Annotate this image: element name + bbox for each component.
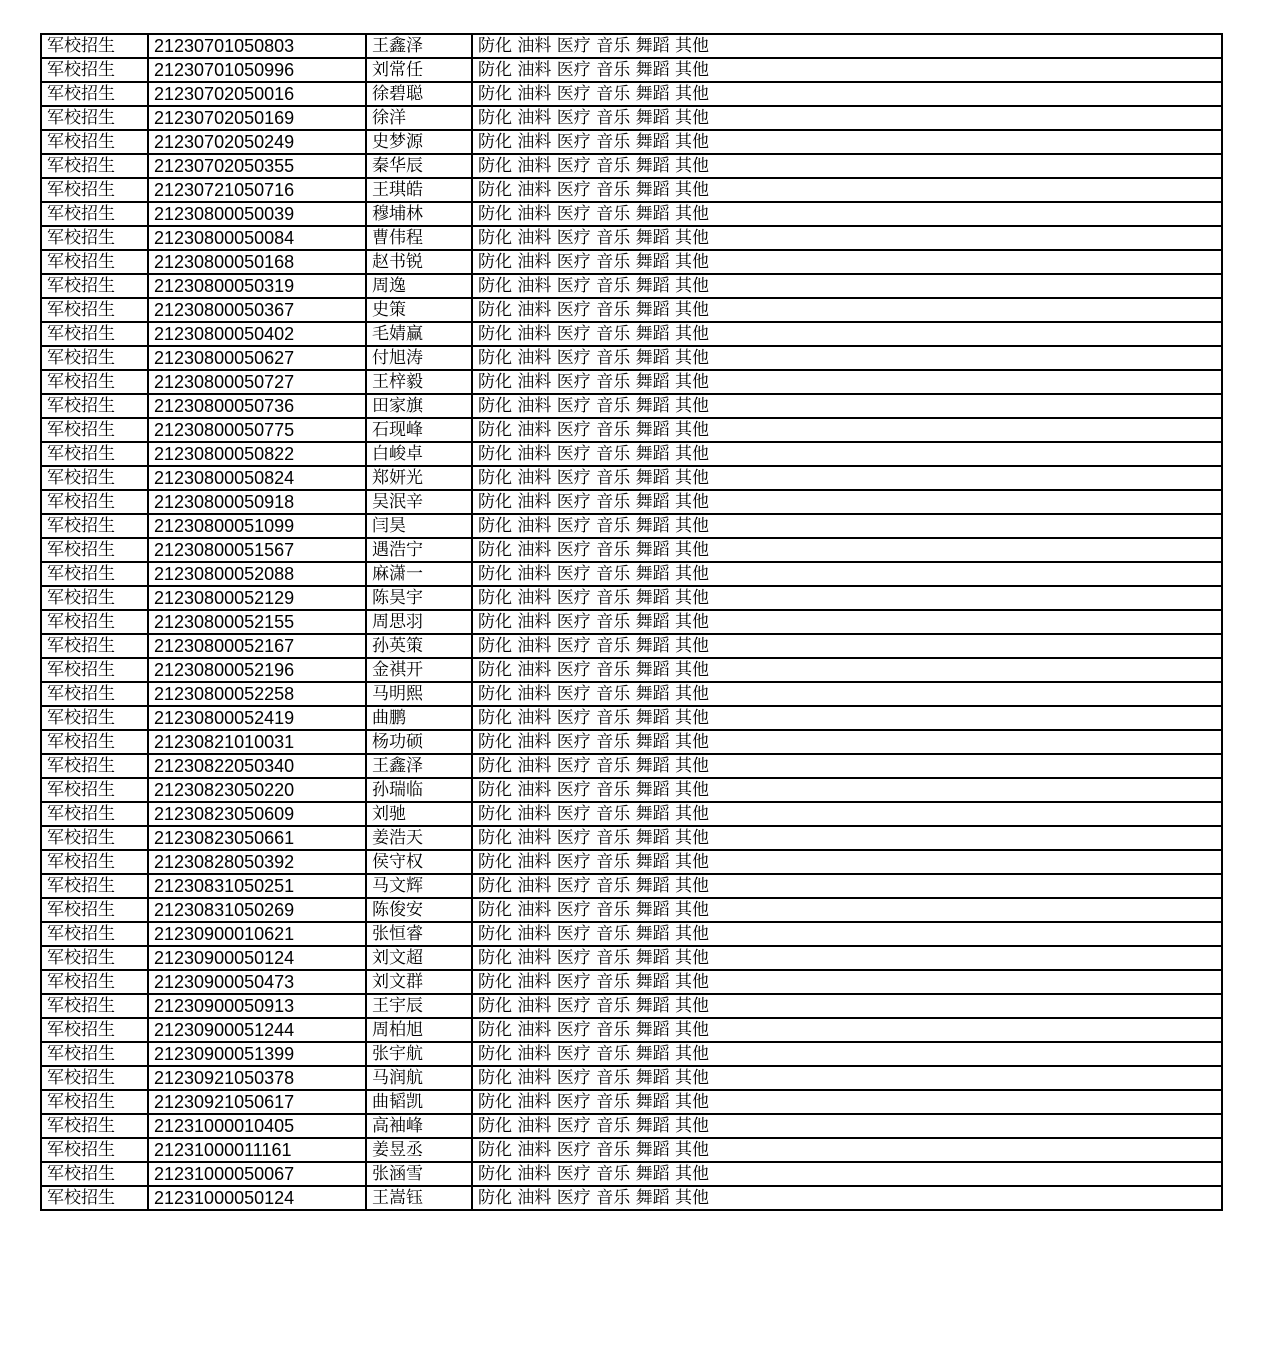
table-row: [41, 370, 1222, 394]
table-row: [41, 730, 1222, 754]
exam-id-cell: 21230900051244: [148, 1018, 366, 1042]
exam-id-cell: 21230800051099: [148, 514, 366, 538]
exclusion-notes-cell: 防化 油料 医疗 音乐 舞蹈 其他: [472, 370, 1222, 394]
table-row: [41, 754, 1222, 778]
exam-id-cell: 21230900050124: [148, 946, 366, 970]
student-name-cell: 穆埔林: [366, 202, 472, 226]
table-row: [41, 394, 1222, 418]
category-cell: 军校招生: [41, 226, 148, 250]
student-name-cell: 刘驰: [366, 802, 472, 826]
student-name-cell: 王鑫泽: [366, 754, 472, 778]
exam-id-cell: 21230800052088: [148, 562, 366, 586]
exclusion-notes-cell: 防化 油料 医疗 音乐 舞蹈 其他: [472, 802, 1222, 826]
table-row: [41, 82, 1222, 106]
category-cell: 军校招生: [41, 730, 148, 754]
table-row: [41, 922, 1222, 946]
table-row: [41, 226, 1222, 250]
student-name-cell: 马明熙: [366, 682, 472, 706]
student-name-cell: 刘常任: [366, 58, 472, 82]
table-row: [41, 202, 1222, 226]
exclusion-notes-cell: 防化 油料 医疗 音乐 舞蹈 其他: [472, 826, 1222, 850]
exam-id-cell: 21230800052155: [148, 610, 366, 634]
exclusion-notes-cell: 防化 油料 医疗 音乐 舞蹈 其他: [472, 562, 1222, 586]
student-name-cell: 张恒睿: [366, 922, 472, 946]
exam-id-cell: 21231000050067: [148, 1162, 366, 1186]
exam-id-cell: 21230900010621: [148, 922, 366, 946]
student-name-cell: 马文辉: [366, 874, 472, 898]
table-row: [41, 298, 1222, 322]
category-cell: 军校招生: [41, 1114, 148, 1138]
category-cell: 军校招生: [41, 490, 148, 514]
category-cell: 军校招生: [41, 322, 148, 346]
exam-id-cell: 21230702050355: [148, 154, 366, 178]
table-row: [41, 1018, 1222, 1042]
table-row: [41, 130, 1222, 154]
exclusion-notes-cell: 防化 油料 医疗 音乐 舞蹈 其他: [472, 130, 1222, 154]
exam-id-cell: 21230702050016: [148, 82, 366, 106]
table-row: [41, 778, 1222, 802]
category-cell: 军校招生: [41, 466, 148, 490]
table-row: [41, 442, 1222, 466]
exclusion-notes-cell: 防化 油料 医疗 音乐 舞蹈 其他: [472, 1042, 1222, 1066]
category-cell: 军校招生: [41, 82, 148, 106]
exclusion-notes-cell: 防化 油料 医疗 音乐 舞蹈 其他: [472, 682, 1222, 706]
exclusion-notes-cell: 防化 油料 医疗 音乐 舞蹈 其他: [472, 490, 1222, 514]
category-cell: 军校招生: [41, 34, 148, 58]
table-row: [41, 1042, 1222, 1066]
exclusion-notes-cell: 防化 油料 医疗 音乐 舞蹈 其他: [472, 754, 1222, 778]
table-row: [41, 898, 1222, 922]
student-name-cell: 徐洋: [366, 106, 472, 130]
student-name-cell: 麻潇一: [366, 562, 472, 586]
exclusion-notes-cell: 防化 油料 医疗 音乐 舞蹈 其他: [472, 250, 1222, 274]
exclusion-notes-cell: 防化 油料 医疗 音乐 舞蹈 其他: [472, 706, 1222, 730]
category-cell: 军校招生: [41, 706, 148, 730]
table-row: [41, 466, 1222, 490]
student-name-cell: 曲韬凯: [366, 1090, 472, 1114]
student-name-cell: 王鑫泽: [366, 34, 472, 58]
exclusion-notes-cell: 防化 油料 医疗 音乐 舞蹈 其他: [472, 778, 1222, 802]
category-cell: 军校招生: [41, 946, 148, 970]
exam-id-cell: 21230702050249: [148, 130, 366, 154]
student-name-cell: 王宇辰: [366, 994, 472, 1018]
student-name-cell: 郑妍光: [366, 466, 472, 490]
category-cell: 军校招生: [41, 130, 148, 154]
category-cell: 军校招生: [41, 1066, 148, 1090]
student-name-cell: 杨功硕: [366, 730, 472, 754]
exam-id-cell: 21230800050367: [148, 298, 366, 322]
category-cell: 军校招生: [41, 850, 148, 874]
exam-id-cell: 21230800050039: [148, 202, 366, 226]
exclusion-notes-cell: 防化 油料 医疗 音乐 舞蹈 其他: [472, 34, 1222, 58]
exclusion-notes-cell: 防化 油料 医疗 音乐 舞蹈 其他: [472, 970, 1222, 994]
exam-id-cell: 21230800052419: [148, 706, 366, 730]
student-name-cell: 姜昱丞: [366, 1138, 472, 1162]
exclusion-notes-cell: 防化 油料 医疗 音乐 舞蹈 其他: [472, 730, 1222, 754]
exam-id-cell: 21230900051399: [148, 1042, 366, 1066]
category-cell: 军校招生: [41, 1018, 148, 1042]
category-cell: 军校招生: [41, 610, 148, 634]
student-name-cell: 遇浩宁: [366, 538, 472, 562]
exam-id-cell: 21230701050996: [148, 58, 366, 82]
exclusion-notes-cell: 防化 油料 医疗 音乐 舞蹈 其他: [472, 274, 1222, 298]
exclusion-notes-cell: 防化 油料 医疗 音乐 舞蹈 其他: [472, 154, 1222, 178]
student-name-cell: 孙英策: [366, 634, 472, 658]
exclusion-notes-cell: 防化 油料 医疗 音乐 舞蹈 其他: [472, 82, 1222, 106]
table-row: [41, 346, 1222, 370]
student-name-cell: 吴泯辛: [366, 490, 472, 514]
category-cell: 军校招生: [41, 1138, 148, 1162]
exclusion-notes-cell: 防化 油料 医疗 音乐 舞蹈 其他: [472, 1090, 1222, 1114]
table-row: [41, 418, 1222, 442]
category-cell: 军校招生: [41, 682, 148, 706]
category-cell: 军校招生: [41, 826, 148, 850]
exclusion-notes-cell: 防化 油料 医疗 音乐 舞蹈 其他: [472, 538, 1222, 562]
table-row: [41, 802, 1222, 826]
exclusion-notes-cell: 防化 油料 医疗 音乐 舞蹈 其他: [472, 610, 1222, 634]
exam-id-cell: 21231000010405: [148, 1114, 366, 1138]
exclusion-notes-cell: 防化 油料 医疗 音乐 舞蹈 其他: [472, 298, 1222, 322]
exclusion-notes-cell: 防化 油料 医疗 音乐 舞蹈 其他: [472, 442, 1222, 466]
student-name-cell: 侯守权: [366, 850, 472, 874]
exam-id-cell: 21230900050473: [148, 970, 366, 994]
exclusion-notes-cell: 防化 油料 医疗 音乐 舞蹈 其他: [472, 922, 1222, 946]
exclusion-notes-cell: 防化 油料 医疗 音乐 舞蹈 其他: [472, 586, 1222, 610]
student-name-cell: 陈俊安: [366, 898, 472, 922]
exam-id-cell: 21230800050319: [148, 274, 366, 298]
table-row: [41, 1138, 1222, 1162]
exclusion-notes-cell: 防化 油料 医疗 音乐 舞蹈 其他: [472, 202, 1222, 226]
table-row: [41, 154, 1222, 178]
exam-id-cell: 21230800050736: [148, 394, 366, 418]
exclusion-notes-cell: 防化 油料 医疗 音乐 舞蹈 其他: [472, 178, 1222, 202]
exam-id-cell: 21230831050269: [148, 898, 366, 922]
category-cell: 军校招生: [41, 778, 148, 802]
student-name-cell: 周柏旭: [366, 1018, 472, 1042]
exclusion-notes-cell: 防化 油料 医疗 音乐 舞蹈 其他: [472, 466, 1222, 490]
exam-id-cell: 21230800050824: [148, 466, 366, 490]
student-name-cell: 王琪皓: [366, 178, 472, 202]
student-name-cell: 马润航: [366, 1066, 472, 1090]
student-name-cell: 金祺开: [366, 658, 472, 682]
student-name-cell: 刘文超: [366, 946, 472, 970]
table-row: [41, 34, 1222, 58]
category-cell: 军校招生: [41, 874, 148, 898]
table-row: [41, 106, 1222, 130]
table-row: [41, 658, 1222, 682]
category-cell: 军校招生: [41, 154, 148, 178]
category-cell: 军校招生: [41, 1186, 148, 1210]
category-cell: 军校招生: [41, 754, 148, 778]
exam-id-cell: 21230823050609: [148, 802, 366, 826]
exam-id-cell: 21230800052258: [148, 682, 366, 706]
exam-id-cell: 21230831050251: [148, 874, 366, 898]
category-cell: 军校招生: [41, 994, 148, 1018]
student-name-cell: 付旭涛: [366, 346, 472, 370]
exam-id-cell: 21230800052167: [148, 634, 366, 658]
exclusion-notes-cell: 防化 油料 医疗 音乐 舞蹈 其他: [472, 1114, 1222, 1138]
student-name-cell: 姜浩天: [366, 826, 472, 850]
category-cell: 军校招生: [41, 394, 148, 418]
exam-id-cell: 21230800050822: [148, 442, 366, 466]
student-name-cell: 张涵雪: [366, 1162, 472, 1186]
exam-id-cell: 21230822050340: [148, 754, 366, 778]
category-cell: 军校招生: [41, 514, 148, 538]
student-name-cell: 白峻卓: [366, 442, 472, 466]
roster-table: [40, 33, 1223, 1211]
table-row: [41, 610, 1222, 634]
category-cell: 军校招生: [41, 634, 148, 658]
exclusion-notes-cell: 防化 油料 医疗 音乐 舞蹈 其他: [472, 1018, 1222, 1042]
exclusion-notes-cell: 防化 油料 医疗 音乐 舞蹈 其他: [472, 58, 1222, 82]
student-name-cell: 徐碧聪: [366, 82, 472, 106]
table-row: [41, 250, 1222, 274]
exam-id-cell: 21230800051567: [148, 538, 366, 562]
category-cell: 军校招生: [41, 298, 148, 322]
table-row: [41, 538, 1222, 562]
exam-id-cell: 21231000050124: [148, 1186, 366, 1210]
exam-id-cell: 21230800050727: [148, 370, 366, 394]
table-row: [41, 514, 1222, 538]
exclusion-notes-cell: 防化 油料 医疗 音乐 舞蹈 其他: [472, 898, 1222, 922]
student-name-cell: 闫昊: [366, 514, 472, 538]
student-name-cell: 田家旗: [366, 394, 472, 418]
exclusion-notes-cell: 防化 油料 医疗 音乐 舞蹈 其他: [472, 658, 1222, 682]
exam-id-cell: 21230821010031: [148, 730, 366, 754]
category-cell: 军校招生: [41, 58, 148, 82]
category-cell: 军校招生: [41, 178, 148, 202]
student-name-cell: 王嵩钰: [366, 1186, 472, 1210]
table-row: [41, 706, 1222, 730]
exclusion-notes-cell: 防化 油料 医疗 音乐 舞蹈 其他: [472, 346, 1222, 370]
exclusion-notes-cell: 防化 油料 医疗 音乐 舞蹈 其他: [472, 394, 1222, 418]
exclusion-notes-cell: 防化 油料 医疗 音乐 舞蹈 其他: [472, 994, 1222, 1018]
exclusion-notes-cell: 防化 油料 医疗 音乐 舞蹈 其他: [472, 1066, 1222, 1090]
student-name-cell: 张宇航: [366, 1042, 472, 1066]
exclusion-notes-cell: 防化 油料 医疗 音乐 舞蹈 其他: [472, 634, 1222, 658]
exclusion-notes-cell: 防化 油料 医疗 音乐 舞蹈 其他: [472, 106, 1222, 130]
exclusion-notes-cell: 防化 油料 医疗 音乐 舞蹈 其他: [472, 226, 1222, 250]
category-cell: 军校招生: [41, 1162, 148, 1186]
student-name-cell: 史策: [366, 298, 472, 322]
table-row: [41, 1090, 1222, 1114]
table-row: [41, 58, 1222, 82]
table-row: [41, 1162, 1222, 1186]
category-cell: 军校招生: [41, 106, 148, 130]
category-cell: 军校招生: [41, 658, 148, 682]
category-cell: 军校招生: [41, 586, 148, 610]
table-row: [41, 682, 1222, 706]
exam-id-cell: 21230800050775: [148, 418, 366, 442]
student-name-cell: 曲鹏: [366, 706, 472, 730]
student-name-cell: 毛婧赢: [366, 322, 472, 346]
exclusion-notes-cell: 防化 油料 医疗 音乐 舞蹈 其他: [472, 418, 1222, 442]
category-cell: 军校招生: [41, 922, 148, 946]
exam-id-cell: 21230900050913: [148, 994, 366, 1018]
exam-id-cell: 21230701050803: [148, 34, 366, 58]
category-cell: 军校招生: [41, 538, 148, 562]
exclusion-notes-cell: 防化 油料 医疗 音乐 舞蹈 其他: [472, 874, 1222, 898]
category-cell: 军校招生: [41, 562, 148, 586]
exclusion-notes-cell: 防化 油料 医疗 音乐 舞蹈 其他: [472, 850, 1222, 874]
exclusion-notes-cell: 防化 油料 医疗 音乐 舞蹈 其他: [472, 1186, 1222, 1210]
exam-id-cell: 21230828050392: [148, 850, 366, 874]
table-row: [41, 274, 1222, 298]
student-name-cell: 王梓毅: [366, 370, 472, 394]
table-row: [41, 562, 1222, 586]
exam-id-cell: 21231000011161: [148, 1138, 366, 1162]
exam-id-cell: 21230823050220: [148, 778, 366, 802]
student-name-cell: 石现峰: [366, 418, 472, 442]
table-row: [41, 634, 1222, 658]
exclusion-notes-cell: 防化 油料 医疗 音乐 舞蹈 其他: [472, 946, 1222, 970]
table-row: [41, 874, 1222, 898]
category-cell: 军校招生: [41, 274, 148, 298]
roster-table-body: [41, 34, 1222, 1210]
student-name-cell: 曹伟程: [366, 226, 472, 250]
student-name-cell: 高袖峰: [366, 1114, 472, 1138]
table-row: [41, 994, 1222, 1018]
exam-id-cell: 21230800052129: [148, 586, 366, 610]
category-cell: 军校招生: [41, 970, 148, 994]
exam-id-cell: 21230800050168: [148, 250, 366, 274]
table-row: [41, 850, 1222, 874]
table-row: [41, 970, 1222, 994]
table-row: [41, 178, 1222, 202]
exam-id-cell: 21230800050402: [148, 322, 366, 346]
category-cell: 军校招生: [41, 802, 148, 826]
student-name-cell: 孙瑞临: [366, 778, 472, 802]
exclusion-notes-cell: 防化 油料 医疗 音乐 舞蹈 其他: [472, 514, 1222, 538]
category-cell: 军校招生: [41, 346, 148, 370]
table-row: [41, 1066, 1222, 1090]
student-name-cell: 史梦源: [366, 130, 472, 154]
exam-id-cell: 21230800050918: [148, 490, 366, 514]
table-row: [41, 946, 1222, 970]
category-cell: 军校招生: [41, 898, 148, 922]
category-cell: 军校招生: [41, 1090, 148, 1114]
exclusion-notes-cell: 防化 油料 医疗 音乐 舞蹈 其他: [472, 1162, 1222, 1186]
exclusion-notes-cell: 防化 油料 医疗 音乐 舞蹈 其他: [472, 322, 1222, 346]
category-cell: 军校招生: [41, 250, 148, 274]
exam-id-cell: 21230921050617: [148, 1090, 366, 1114]
student-name-cell: 陈昊宇: [366, 586, 472, 610]
category-cell: 军校招生: [41, 1042, 148, 1066]
student-name-cell: 周逸: [366, 274, 472, 298]
category-cell: 军校招生: [41, 370, 148, 394]
student-name-cell: 周思羽: [366, 610, 472, 634]
category-cell: 军校招生: [41, 442, 148, 466]
exam-id-cell: 21230702050169: [148, 106, 366, 130]
student-name-cell: 赵书锐: [366, 250, 472, 274]
exclusion-notes-cell: 防化 油料 医疗 音乐 舞蹈 其他: [472, 1138, 1222, 1162]
exam-id-cell: 21230823050661: [148, 826, 366, 850]
table-row: [41, 586, 1222, 610]
table-row: [41, 826, 1222, 850]
table-row: [41, 1186, 1222, 1210]
exam-id-cell: 21230800050084: [148, 226, 366, 250]
student-name-cell: 刘文群: [366, 970, 472, 994]
exam-id-cell: 21230800050627: [148, 346, 366, 370]
table-row: [41, 1114, 1222, 1138]
student-name-cell: 秦华辰: [366, 154, 472, 178]
category-cell: 军校招生: [41, 418, 148, 442]
exam-id-cell: 21230800052196: [148, 658, 366, 682]
table-row: [41, 322, 1222, 346]
category-cell: 军校招生: [41, 202, 148, 226]
exam-id-cell: 21230921050378: [148, 1066, 366, 1090]
table-row: [41, 490, 1222, 514]
exam-id-cell: 21230721050716: [148, 178, 366, 202]
